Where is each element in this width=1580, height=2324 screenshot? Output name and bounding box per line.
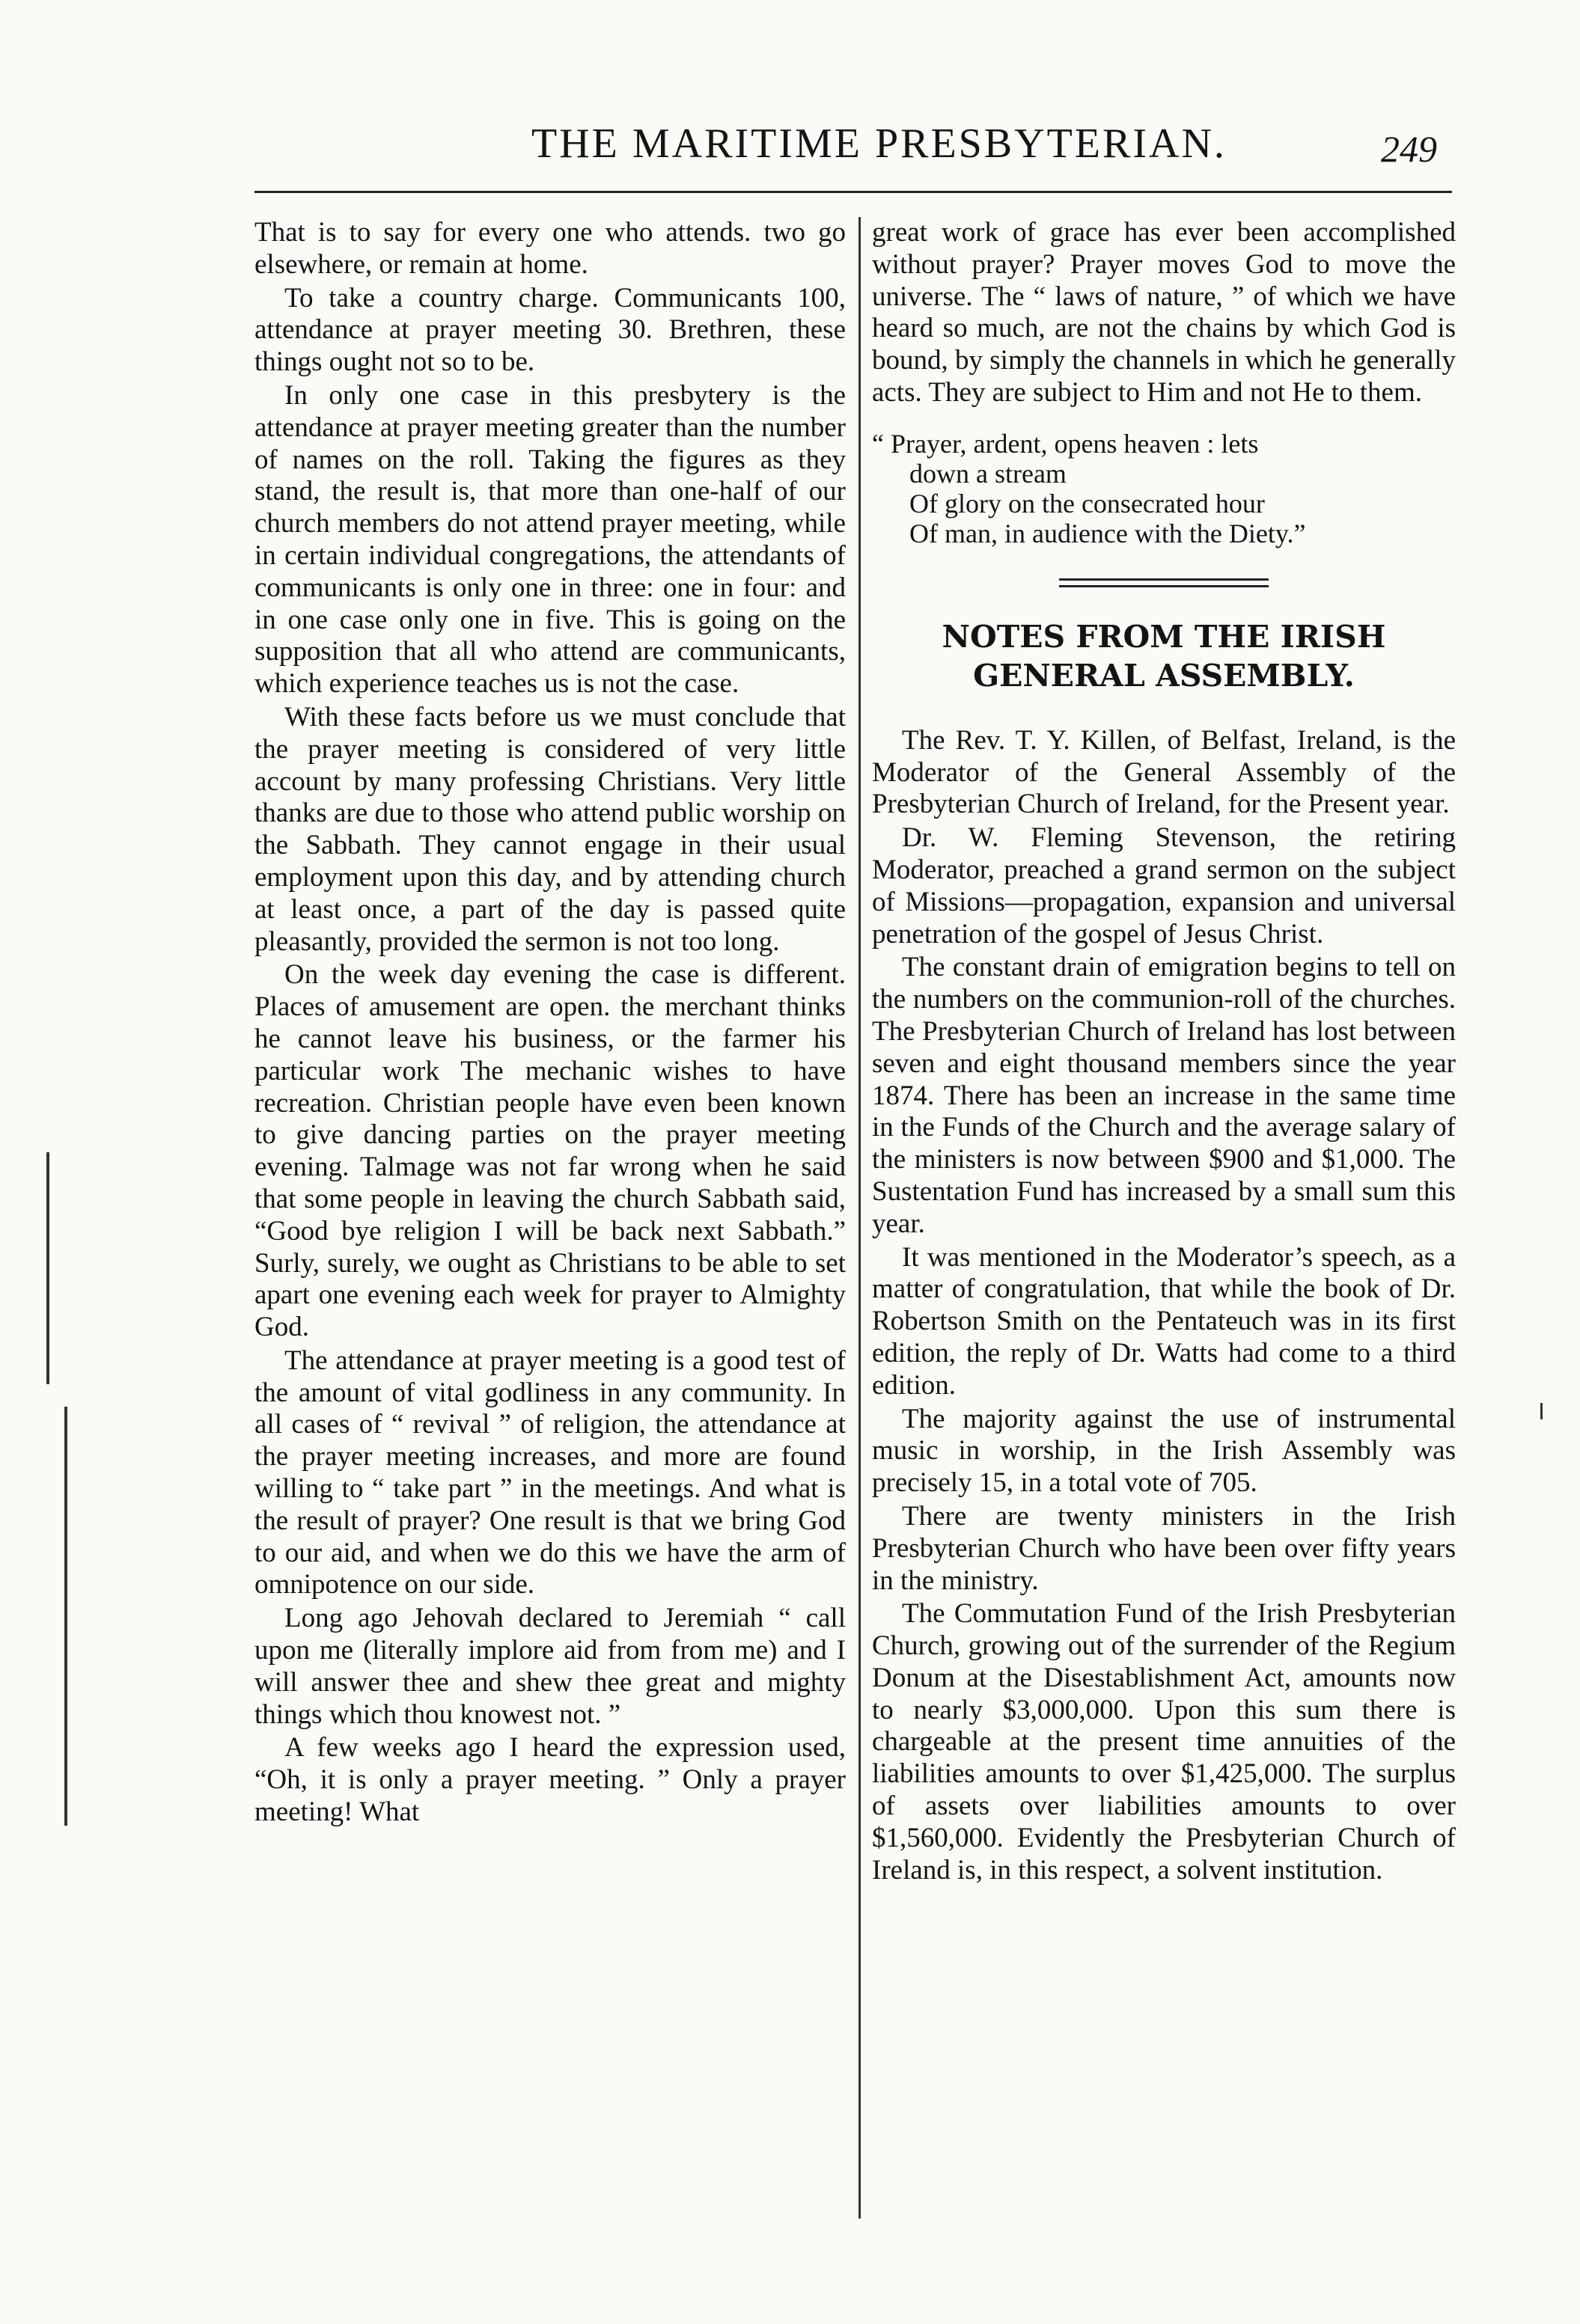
paragraph: The attendance at prayer meeting is a good test of the amount of vital godliness in any community. In all cases of “ revival ” of religion, the attendance at the prayer meeting increases, and more are found willing to “ take part ” in the meetings. And what is the result of prayer? One result is that we bring God to our aid, and when we do this we have the arm of omnipotence on our side. [254, 1345, 846, 1600]
margin-mark [64, 1407, 67, 1826]
paragraph: With these facts before us we must conclude that the prayer meeting is considered of very little account by many professing Christians. Very little thanks are due to those who attend public worship on the Sabbath. They cannot engage in their usual employment upon this day, and by attending church at least once, a part of the day is passed quite pleasantly, provided the sermon is not too long. [254, 701, 846, 957]
right-column [872, 217, 1456, 1888]
paragraph: A few weeks ago I heard the expression used, “Oh, it is only a prayer meeting. ” Only a prayer meeting! What [254, 1732, 846, 1828]
paragraph: That is to say for every one who attends. two go elsewhere, or remain at home. [254, 217, 846, 280]
left-column [254, 217, 846, 1830]
header-rule [254, 191, 1452, 193]
paragraph: The majority against the use of instrumental music in worship, in the Irish Assembly was precisely 15, in a total vote of 705. [872, 1403, 1456, 1499]
poem-line: Of glory on the consecrated hour [909, 488, 1265, 519]
page-header [254, 120, 1452, 180]
section-heading: NOTES FROM THE IRISH GENERAL ASSEMBLY. [942, 618, 1386, 694]
paragraph: The Commutation Fund of the Irish Presbyterian Church, growing out of the surrender of the Regium Donum at the Disestablishment Act, amounts now to nearly $3,000,000. Upon this sum there is chargeable at the present time annuities of the liabilities amounts to over $1,425,000. The surplus of assets over liabilities amounts to over $1,560,000. Evidently the Presbyterian Church of Ireland is, in this respect, a solvent institution. [872, 1598, 1456, 1886]
paragraph: The Rev. T. Y. Killen, of Belfast, Ireland, is the Moderator of the General Assembly of the Presbyterian Church of Ireland, for the Present year. [872, 724, 1456, 820]
poem-quote [872, 429, 1456, 548]
paragraph: The constant drain of emigration begins to tell on the numbers on the communion-roll of the churches. The Presbyterian Church of Ireland has lost between seven and eight thousand members since the year 1874. There has been an increase in the same time in the Funds of the Church and the average salary of the ministers is now between $900 and $1,000. The Sustentation Fund has increased by a small sum this year. [872, 952, 1456, 1239]
paragraph: Long ago Jehovah declared to Jeremiah “ call upon me (literally implore aid from from me) and I will answer thee and shew thee great and mighty things which thou knowest not. ” [254, 1603, 846, 1730]
poem-line: Of man, in audience with the Diety.” [909, 518, 1306, 548]
paragraph: great work of grace has ever been accomplished without prayer? Prayer moves God to move the universe. The “ laws of nature, ” of which we have heard so much, are not the chains by which God is bound, by simply the channels in which he generally acts. They are subject to Him and not He to them. [872, 217, 1456, 408]
column-divider [858, 217, 861, 2218]
paragraph: On the week day evening the case is different. Places of amusement are open. the merchant thinks he cannot leave his business, or the farmer his particular work The mechanic wishes to have recreation. Christian people have even been known to give dancing parties on the prayer meeting evening. Talmage was not far wrong when he said that some people in leaving the church Sabbath said, “Good bye religion I will be back next Sabbath.” Surly, surely, we ought as Christians to be able to set apart one evening each week for prayer to Almighty God. [254, 959, 846, 1343]
margin-mark [1540, 1403, 1543, 1419]
poem-line: “ Prayer, ardent, opens heaven : lets [872, 428, 1259, 459]
section-divider [1059, 578, 1269, 587]
margin-mark [46, 1152, 49, 1384]
paragraph: It was mentioned in the Moderator’s speech, as a matter of congratulation, that while the book of Dr. Robertson Smith on the Pentateuch was in its first edition, the reply of Dr. Watts had come to a third edition. [872, 1241, 1456, 1401]
paragraph: There are twenty ministers in the Irish Presbyterian Church who have been over fifty years in the ministry. [872, 1500, 1456, 1596]
publication-title: THE MARITIME PRESBYTERIAN. [531, 120, 1227, 167]
paragraph: In only one case in this presbytery is the attendance at prayer meeting greater than the number of names on the roll. Taking the figures as they stand, the result is, that more than one-half of our church members do not attend prayer meeting, while in certain individual congregations, the attendants of communicants is only one in three: one in four: and in one case only one in five. This is going on the supposition that all who attend are communicants, which experience teaches us is not the case. [254, 379, 846, 700]
poem-line: down a stream [909, 458, 1067, 489]
page-number: 249 [1381, 128, 1437, 170]
paragraph: Dr. W. Fleming Stevenson, the retiring Moderator, preached a grand sermon on the subject of Missions—propagation, expansion and universal penetration of the gospel of Jesus Christ. [872, 822, 1456, 950]
paragraph: To take a country charge. Communicants 100, attendance at prayer meeting 30. Brethren, these things ought not so to be. [254, 282, 846, 378]
